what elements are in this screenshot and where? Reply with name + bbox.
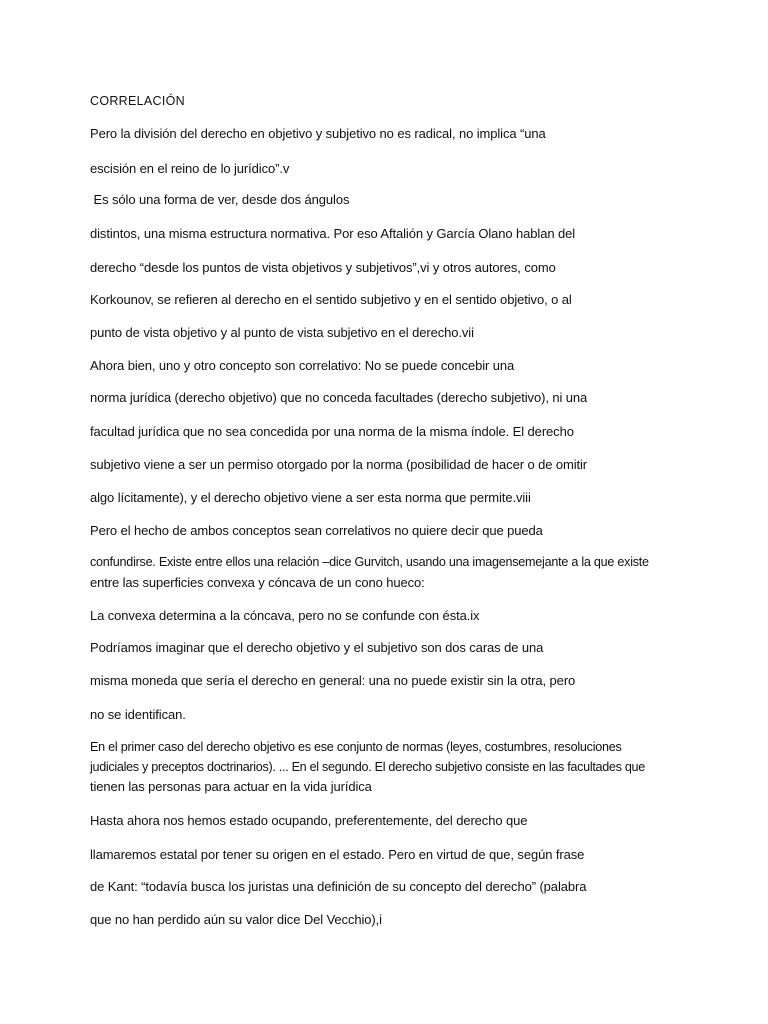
- text-line: facultad jurídica que no sea concedida por una norma de la misma índole. El derecho: [90, 424, 574, 439]
- text-line: entre las superficies convexa y cóncava de un cono hueco:: [90, 575, 425, 590]
- text-line: La convexa determina a la cóncava, pero no se confunde con ésta.ix: [90, 608, 480, 623]
- text-line: derecho “desde los puntos de vista objetivos y subjetivos”,vi y otros autores, como: [90, 260, 556, 275]
- text-line: En el primer caso del derecho objetivo es ese conjunto de normas (leyes, costumbres, resoluciones: [90, 740, 622, 754]
- text-line: punto de vista objetivo y al punto de vista subjetivo en el derecho.vii: [90, 325, 474, 340]
- text-line: Hasta ahora nos hemos estado ocupando, preferentemente, del derecho que: [90, 813, 528, 828]
- heading: CORRELACIÓN: [90, 94, 185, 108]
- text-line: no se identifican.: [90, 707, 186, 722]
- text-line: tienen las personas para actuar en la vida jurídica: [90, 779, 372, 794]
- text-line: norma jurídica (derecho objetivo) que no conceda facultades (derecho subjetivo), ni una: [90, 390, 588, 405]
- text-line: Korkounov, se refieren al derecho en el sentido subjetivo y en el sentido objetivo, o al: [90, 292, 572, 307]
- text-line: que no han perdido aún su valor dice Del Vecchio),i: [90, 912, 382, 927]
- text-line: escisión en el reino de lo jurídico”.v: [90, 161, 290, 176]
- text-line: confundirse. Existe entre ellos una relación –dice Gurvitch, usando una imagensemejante a la que existe: [90, 555, 649, 569]
- text-line: de Kant: “todavía busca los juristas una definición de su concepto del derecho” (palabra: [90, 879, 587, 894]
- text-line: Pero la división del derecho en objetivo y subjetivo no es radical, no implica “una: [90, 126, 546, 141]
- text-line: judiciales y preceptos doctrinarios). ... En el segundo. El derecho subjetivo consiste en las facultades que: [90, 760, 645, 774]
- text-line: Podríamos imaginar que el derecho objetivo y el subjetivo son dos caras de una: [90, 640, 544, 655]
- text-line: misma moneda que sería el derecho en general: una no puede existir sin la otra, pero: [90, 673, 576, 688]
- text-line: algo lícitamente), y el derecho objetivo viene a ser esta norma que permite.viii: [90, 490, 531, 505]
- text-line: distintos, una misma estructura normativa. Por eso Aftalión y García Olano hablan del: [90, 226, 576, 241]
- text-line: llamaremos estatal por tener su origen en el estado. Pero en virtud de que, según frase: [90, 847, 585, 862]
- text-line: Pero el hecho de ambos conceptos sean correlativos no quiere decir que pueda: [90, 523, 543, 538]
- text-line: Es sólo una forma de ver, desde dos ángulos: [90, 192, 350, 207]
- text-line: Ahora bien, uno y otro concepto son correlativo: No se puede concebir una: [90, 358, 515, 373]
- text-line: subjetivo viene a ser un permiso otorgado por la norma (posibilidad de hacer o de omitir: [90, 457, 588, 472]
